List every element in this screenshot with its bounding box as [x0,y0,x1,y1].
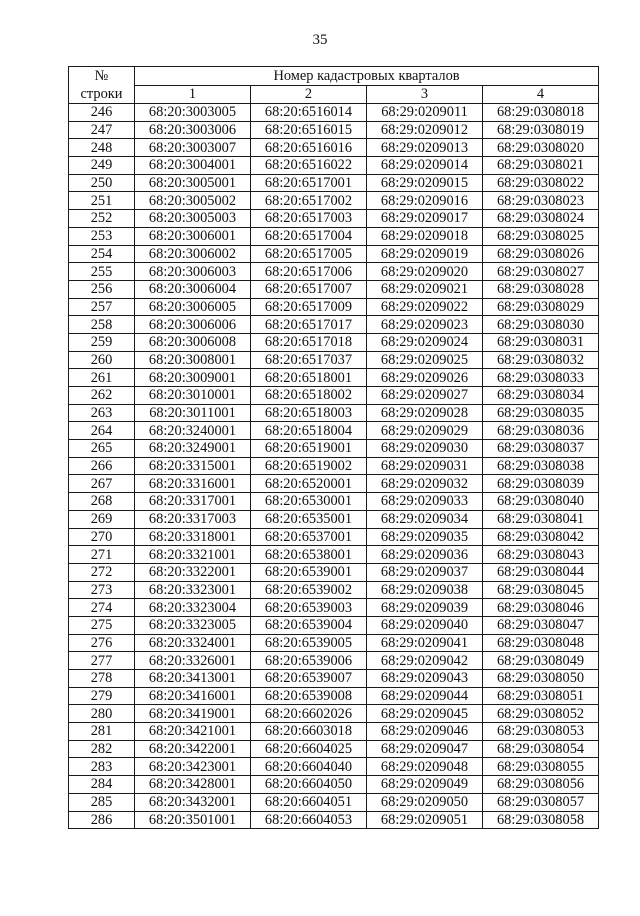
cadastral-cell-col4: 68:29:0308056 [483,776,599,794]
row-number-cell: 285 [69,793,135,811]
table-row [69,740,599,758]
cadastral-cell-col3: 68:29:0209021 [367,280,483,298]
cadastral-cell-col3: 68:29:0209017 [367,210,483,228]
column-number-4: 4 [483,85,599,104]
cadastral-cell-col4: 68:29:0308025 [483,227,599,245]
row-number-cell: 262 [69,387,135,405]
row-number-cell: 259 [69,333,135,351]
table-row [69,404,599,422]
cadastral-cell-col2: 68:20:6539002 [251,581,367,599]
table-row [69,776,599,794]
cadastral-cell-col2: 68:20:6517018 [251,333,367,351]
cadastral-cell-col2: 68:20:6517002 [251,192,367,210]
row-number-cell: 249 [69,157,135,175]
cadastral-cell-col3: 68:29:0209019 [367,245,483,263]
cadastral-cell-col4: 68:29:0308055 [483,758,599,776]
cadastral-cell-col2: 68:20:6539004 [251,616,367,634]
cadastral-cell-col2: 68:20:6517006 [251,263,367,281]
cadastral-cell-col3: 68:29:0209039 [367,599,483,617]
row-number-cell: 246 [69,104,135,122]
cadastral-cell-col3: 68:29:0209028 [367,404,483,422]
cadastral-cell-col1: 68:20:3006006 [135,316,251,334]
row-number-cell: 260 [69,351,135,369]
column-number-1: 1 [135,85,251,104]
cadastral-cell-col1: 68:20:3006004 [135,280,251,298]
cadastral-cell-col2: 68:20:6539005 [251,634,367,652]
cadastral-cell-col1: 68:20:3009001 [135,369,251,387]
cadastral-cell-col1: 68:20:3501001 [135,811,251,829]
cadastral-cell-col1: 68:20:3008001 [135,351,251,369]
table-row [69,670,599,688]
cadastral-cell-col3: 68:29:0209025 [367,351,483,369]
cadastral-cell-col2: 68:20:6517004 [251,227,367,245]
column-number-2: 2 [251,85,367,104]
table-row [69,634,599,652]
table-row [69,723,599,741]
cadastral-cell-col3: 68:29:0209015 [367,174,483,192]
cadastral-cell-col2: 68:20:6537001 [251,528,367,546]
cadastral-cell-col2: 68:20:6517037 [251,351,367,369]
row-number-cell: 253 [69,227,135,245]
cadastral-cell-col4: 68:29:0308057 [483,793,599,811]
row-number-cell: 267 [69,475,135,493]
cadastral-cell-col2: 68:20:6518004 [251,422,367,440]
cadastral-cell-col1: 68:20:3317003 [135,510,251,528]
table-row [69,811,599,829]
cadastral-cell-col4: 68:29:0308048 [483,634,599,652]
table-row [69,493,599,511]
cadastral-cell-col4: 68:29:0308040 [483,493,599,511]
cadastral-cell-col4: 68:29:0308036 [483,422,599,440]
cadastral-cell-col4: 68:29:0308046 [483,599,599,617]
cadastral-cell-col3: 68:29:0209040 [367,616,483,634]
cadastral-cell-col1: 68:20:3321001 [135,546,251,564]
cadastral-cell-col4: 68:29:0308023 [483,192,599,210]
row-number-cell: 255 [69,263,135,281]
cadastral-cell-col2: 68:20:6603018 [251,723,367,741]
cadastral-cell-col1: 68:20:3323004 [135,599,251,617]
cadastral-cell-col2: 68:20:6517001 [251,174,367,192]
cadastral-cell-col3: 68:29:0209016 [367,192,483,210]
cadastral-cell-col2: 68:20:6602026 [251,705,367,723]
cadastral-cell-col2: 68:20:6517005 [251,245,367,263]
cadastral-cell-col2: 68:20:6604053 [251,811,367,829]
cadastral-cell-col1: 68:20:3323005 [135,616,251,634]
cadastral-cell-col2: 68:20:6539006 [251,652,367,670]
row-number-header-line1: № [94,68,109,84]
cadastral-cell-col4: 68:29:0308018 [483,104,599,122]
table-row [69,263,599,281]
table-row [69,793,599,811]
cadastral-cell-col4: 68:29:0308038 [483,457,599,475]
cadastral-cell-col4: 68:29:0308020 [483,139,599,157]
table-row [69,616,599,634]
table-row [69,475,599,493]
cadastral-cell-col1: 68:20:3323001 [135,581,251,599]
row-number-cell: 268 [69,493,135,511]
row-number-cell: 250 [69,174,135,192]
row-number-cell: 275 [69,616,135,634]
row-number-cell: 247 [69,121,135,139]
table-row [69,351,599,369]
cadastral-cell-col3: 68:29:0209029 [367,422,483,440]
cadastral-cell-col1: 68:20:3249001 [135,440,251,458]
cadastral-cell-col4: 68:29:0308042 [483,528,599,546]
table-row [69,104,599,122]
cadastral-cell-col3: 68:29:0209011 [367,104,483,122]
cadastral-cell-col3: 68:29:0209038 [367,581,483,599]
cadastral-cell-col3: 68:29:0209048 [367,758,483,776]
table-header [69,67,599,104]
cadastral-cell-col4: 68:29:0308041 [483,510,599,528]
table-row [69,192,599,210]
cadastral-cell-col4: 68:29:0308047 [483,616,599,634]
cadastral-cell-col4: 68:29:0308054 [483,740,599,758]
cadastral-cell-col3: 68:29:0209027 [367,387,483,405]
cadastral-cell-col4: 68:29:0308030 [483,316,599,334]
row-number-cell: 263 [69,404,135,422]
cadastral-cell-col2: 68:20:6539007 [251,670,367,688]
row-number-cell: 264 [69,422,135,440]
row-number-cell: 257 [69,298,135,316]
cadastral-cell-col1: 68:20:3421001 [135,723,251,741]
table-row [69,245,599,263]
cadastral-cell-col1: 68:20:3005002 [135,192,251,210]
row-number-cell: 277 [69,652,135,670]
cadastral-cell-col4: 68:29:0308058 [483,811,599,829]
table-row [69,440,599,458]
cadastral-cell-col1: 68:20:3428001 [135,776,251,794]
cadastral-cell-col4: 68:29:0308052 [483,705,599,723]
row-number-cell: 248 [69,139,135,157]
cadastral-cell-col2: 68:20:6519001 [251,440,367,458]
cadastral-cell-col1: 68:20:3432001 [135,793,251,811]
row-number-cell: 274 [69,599,135,617]
cadastral-cell-col1: 68:20:3006008 [135,333,251,351]
row-number-header-line2: строки [80,86,123,102]
cadastral-cell-col2: 68:20:6530001 [251,493,367,511]
column-number-3: 3 [367,85,483,104]
table-body [69,104,599,829]
cadastral-cell-col4: 68:29:0308043 [483,546,599,564]
row-number-cell: 265 [69,440,135,458]
row-number-cell: 252 [69,210,135,228]
cadastral-cell-col2: 68:20:6604025 [251,740,367,758]
cadastral-cell-col3: 68:29:0209034 [367,510,483,528]
cadastral-cell-col4: 68:29:0308050 [483,670,599,688]
cadastral-cell-col1: 68:20:3006005 [135,298,251,316]
row-number-cell: 256 [69,280,135,298]
cadastral-cell-col1: 68:20:3240001 [135,422,251,440]
cadastral-cell-col1: 68:20:3006002 [135,245,251,263]
row-number-cell: 278 [69,670,135,688]
cadastral-cell-col2: 68:20:6519002 [251,457,367,475]
cadastral-cell-col2: 68:20:6538001 [251,546,367,564]
cadastral-cell-col3: 68:29:0209023 [367,316,483,334]
row-number-cell: 273 [69,581,135,599]
cadastral-cell-col4: 68:29:0308037 [483,440,599,458]
row-number-cell: 284 [69,776,135,794]
row-number-cell: 272 [69,563,135,581]
cadastral-cell-col1: 68:20:3010001 [135,387,251,405]
row-number-cell: 266 [69,457,135,475]
cadastral-cell-col2: 68:20:6516014 [251,104,367,122]
cadastral-cell-col2: 68:20:6535001 [251,510,367,528]
cadastral-cell-col2: 68:20:6520001 [251,475,367,493]
table-row [69,528,599,546]
cadastral-cell-col1: 68:20:3003007 [135,139,251,157]
page-number: 35 [312,32,328,48]
cadastral-cell-col4: 68:29:0308022 [483,174,599,192]
cadastral-cell-col4: 68:29:0308045 [483,581,599,599]
row-number-cell: 279 [69,687,135,705]
cadastral-cell-col3: 68:29:0209030 [367,440,483,458]
table-row [69,457,599,475]
cadastral-cell-col2: 68:20:6604050 [251,776,367,794]
cadastral-cell-col2: 68:20:6518003 [251,404,367,422]
table-row [69,581,599,599]
cadastral-cell-col1: 68:20:3315001 [135,457,251,475]
cadastral-cell-col3: 68:29:0209032 [367,475,483,493]
table-row [69,599,599,617]
cadastral-cell-col2: 68:20:6517003 [251,210,367,228]
cadastral-cell-col3: 68:29:0209014 [367,157,483,175]
cadastral-cell-col4: 68:29:0308027 [483,263,599,281]
cadastral-cell-col4: 68:29:0308032 [483,351,599,369]
cadastral-cell-col3: 68:29:0209042 [367,652,483,670]
table-row [69,210,599,228]
cadastral-cell-col1: 68:20:3326001 [135,652,251,670]
table-row [69,227,599,245]
cadastral-cell-col3: 68:29:0209046 [367,723,483,741]
table-row [69,121,599,139]
cadastral-cell-col1: 68:20:3423001 [135,758,251,776]
table-row [69,333,599,351]
cadastral-cell-col1: 68:20:3005003 [135,210,251,228]
cadastral-cell-col2: 68:20:6516015 [251,121,367,139]
cadastral-cell-col4: 68:29:0308053 [483,723,599,741]
header-row-top [69,67,599,86]
cadastral-cell-col4: 68:29:0308044 [483,563,599,581]
cadastral-cell-col3: 68:29:0209050 [367,793,483,811]
cadastral-cell-col2: 68:20:6518002 [251,387,367,405]
row-number-cell: 281 [69,723,135,741]
cadastral-cell-col1: 68:20:3317001 [135,493,251,511]
table-row [69,298,599,316]
row-number-cell: 271 [69,546,135,564]
cadastral-cell-col3: 68:29:0209031 [367,457,483,475]
cadastral-cell-col3: 68:29:0209051 [367,811,483,829]
table-row [69,139,599,157]
row-number-cell: 251 [69,192,135,210]
cadastral-cell-col2: 68:20:6604051 [251,793,367,811]
row-number-cell: 254 [69,245,135,263]
cadastral-cell-col1: 68:20:3318001 [135,528,251,546]
cadastral-cell-col4: 68:29:0308039 [483,475,599,493]
cadastral-cell-col3: 68:29:0209037 [367,563,483,581]
row-number-cell: 282 [69,740,135,758]
cadastral-cell-col1: 68:20:3419001 [135,705,251,723]
cadastral-cell-col1: 68:20:3003005 [135,104,251,122]
cadastral-cell-col4: 68:29:0308051 [483,687,599,705]
row-number-cell: 258 [69,316,135,334]
table-row [69,369,599,387]
cadastral-cell-col3: 68:29:0209018 [367,227,483,245]
cadastral-cell-col1: 68:20:3011001 [135,404,251,422]
cadastral-table-container [68,66,599,829]
row-number-cell: 269 [69,510,135,528]
table-row [69,174,599,192]
cadastral-cell-col1: 68:20:3005001 [135,174,251,192]
cadastral-cell-col4: 68:29:0308034 [483,387,599,405]
cadastral-cell-col1: 68:20:3322001 [135,563,251,581]
cadastral-cell-col3: 68:29:0209036 [367,546,483,564]
cadastral-cell-col3: 68:29:0209044 [367,687,483,705]
cadastral-cell-col4: 68:29:0308033 [483,369,599,387]
table-row [69,387,599,405]
cadastral-group-header: Номер кадастровых кварталов [135,67,599,86]
cadastral-cell-col4: 68:29:0308049 [483,652,599,670]
table-row [69,687,599,705]
cadastral-cell-col4: 68:29:0308019 [483,121,599,139]
row-number-cell: 283 [69,758,135,776]
cadastral-cell-col1: 68:20:3006003 [135,263,251,281]
table-row [69,563,599,581]
table-row [69,280,599,298]
cadastral-cell-col3: 68:29:0209041 [367,634,483,652]
cadastral-cell-col1: 68:20:3004001 [135,157,251,175]
table-row [69,652,599,670]
row-number-cell: 276 [69,634,135,652]
cadastral-cell-col1: 68:20:3324001 [135,634,251,652]
table-row [69,157,599,175]
row-number-cell: 261 [69,369,135,387]
cadastral-cell-col3: 68:29:0209026 [367,369,483,387]
cadastral-cell-col1: 68:20:3316001 [135,475,251,493]
cadastral-cell-col4: 68:29:0308021 [483,157,599,175]
table-row [69,316,599,334]
cadastral-cell-col2: 68:20:6517017 [251,316,367,334]
cadastral-cell-col1: 68:20:3413001 [135,670,251,688]
header-row-numbers [69,85,599,104]
cadastral-cell-col3: 68:29:0209033 [367,493,483,511]
table-row [69,510,599,528]
cadastral-cell-col3: 68:29:0209013 [367,139,483,157]
cadastral-cell-col2: 68:20:6539001 [251,563,367,581]
table-row [69,705,599,723]
cadastral-cell-col3: 68:29:0209022 [367,298,483,316]
cadastral-cell-col2: 68:20:6516022 [251,157,367,175]
cadastral-cell-col2: 68:20:6539008 [251,687,367,705]
cadastral-cell-col4: 68:29:0308031 [483,333,599,351]
cadastral-cell-col4: 68:29:0308028 [483,280,599,298]
cadastral-cell-col2: 68:20:6516016 [251,139,367,157]
cadastral-cell-col2: 68:20:6604040 [251,758,367,776]
row-number-cell: 270 [69,528,135,546]
table-row [69,422,599,440]
cadastral-cell-col3: 68:29:0209043 [367,670,483,688]
cadastral-quarters-table [68,66,599,829]
cadastral-cell-col2: 68:20:6539003 [251,599,367,617]
cadastral-cell-col3: 68:29:0209020 [367,263,483,281]
row-number-cell: 286 [69,811,135,829]
row-number-cell: 280 [69,705,135,723]
cadastral-cell-col2: 68:20:6517007 [251,280,367,298]
cadastral-cell-col1: 68:20:3416001 [135,687,251,705]
table-row [69,758,599,776]
cadastral-cell-col4: 68:29:0308026 [483,245,599,263]
cadastral-cell-col2: 68:20:6517009 [251,298,367,316]
cadastral-cell-col1: 68:20:3003006 [135,121,251,139]
cadastral-cell-col3: 68:29:0209045 [367,705,483,723]
table-row [69,546,599,564]
cadastral-cell-col3: 68:29:0209012 [367,121,483,139]
cadastral-cell-col2: 68:20:6518001 [251,369,367,387]
cadastral-cell-col3: 68:29:0209047 [367,740,483,758]
row-number-header [69,67,135,104]
cadastral-cell-col4: 68:29:0308024 [483,210,599,228]
cadastral-cell-col1: 68:20:3006001 [135,227,251,245]
cadastral-cell-col1: 68:20:3422001 [135,740,251,758]
cadastral-cell-col4: 68:29:0308029 [483,298,599,316]
cadastral-cell-col4: 68:29:0308035 [483,404,599,422]
cadastral-cell-col3: 68:29:0209049 [367,776,483,794]
cadastral-cell-col3: 68:29:0209035 [367,528,483,546]
cadastral-cell-col3: 68:29:0209024 [367,333,483,351]
